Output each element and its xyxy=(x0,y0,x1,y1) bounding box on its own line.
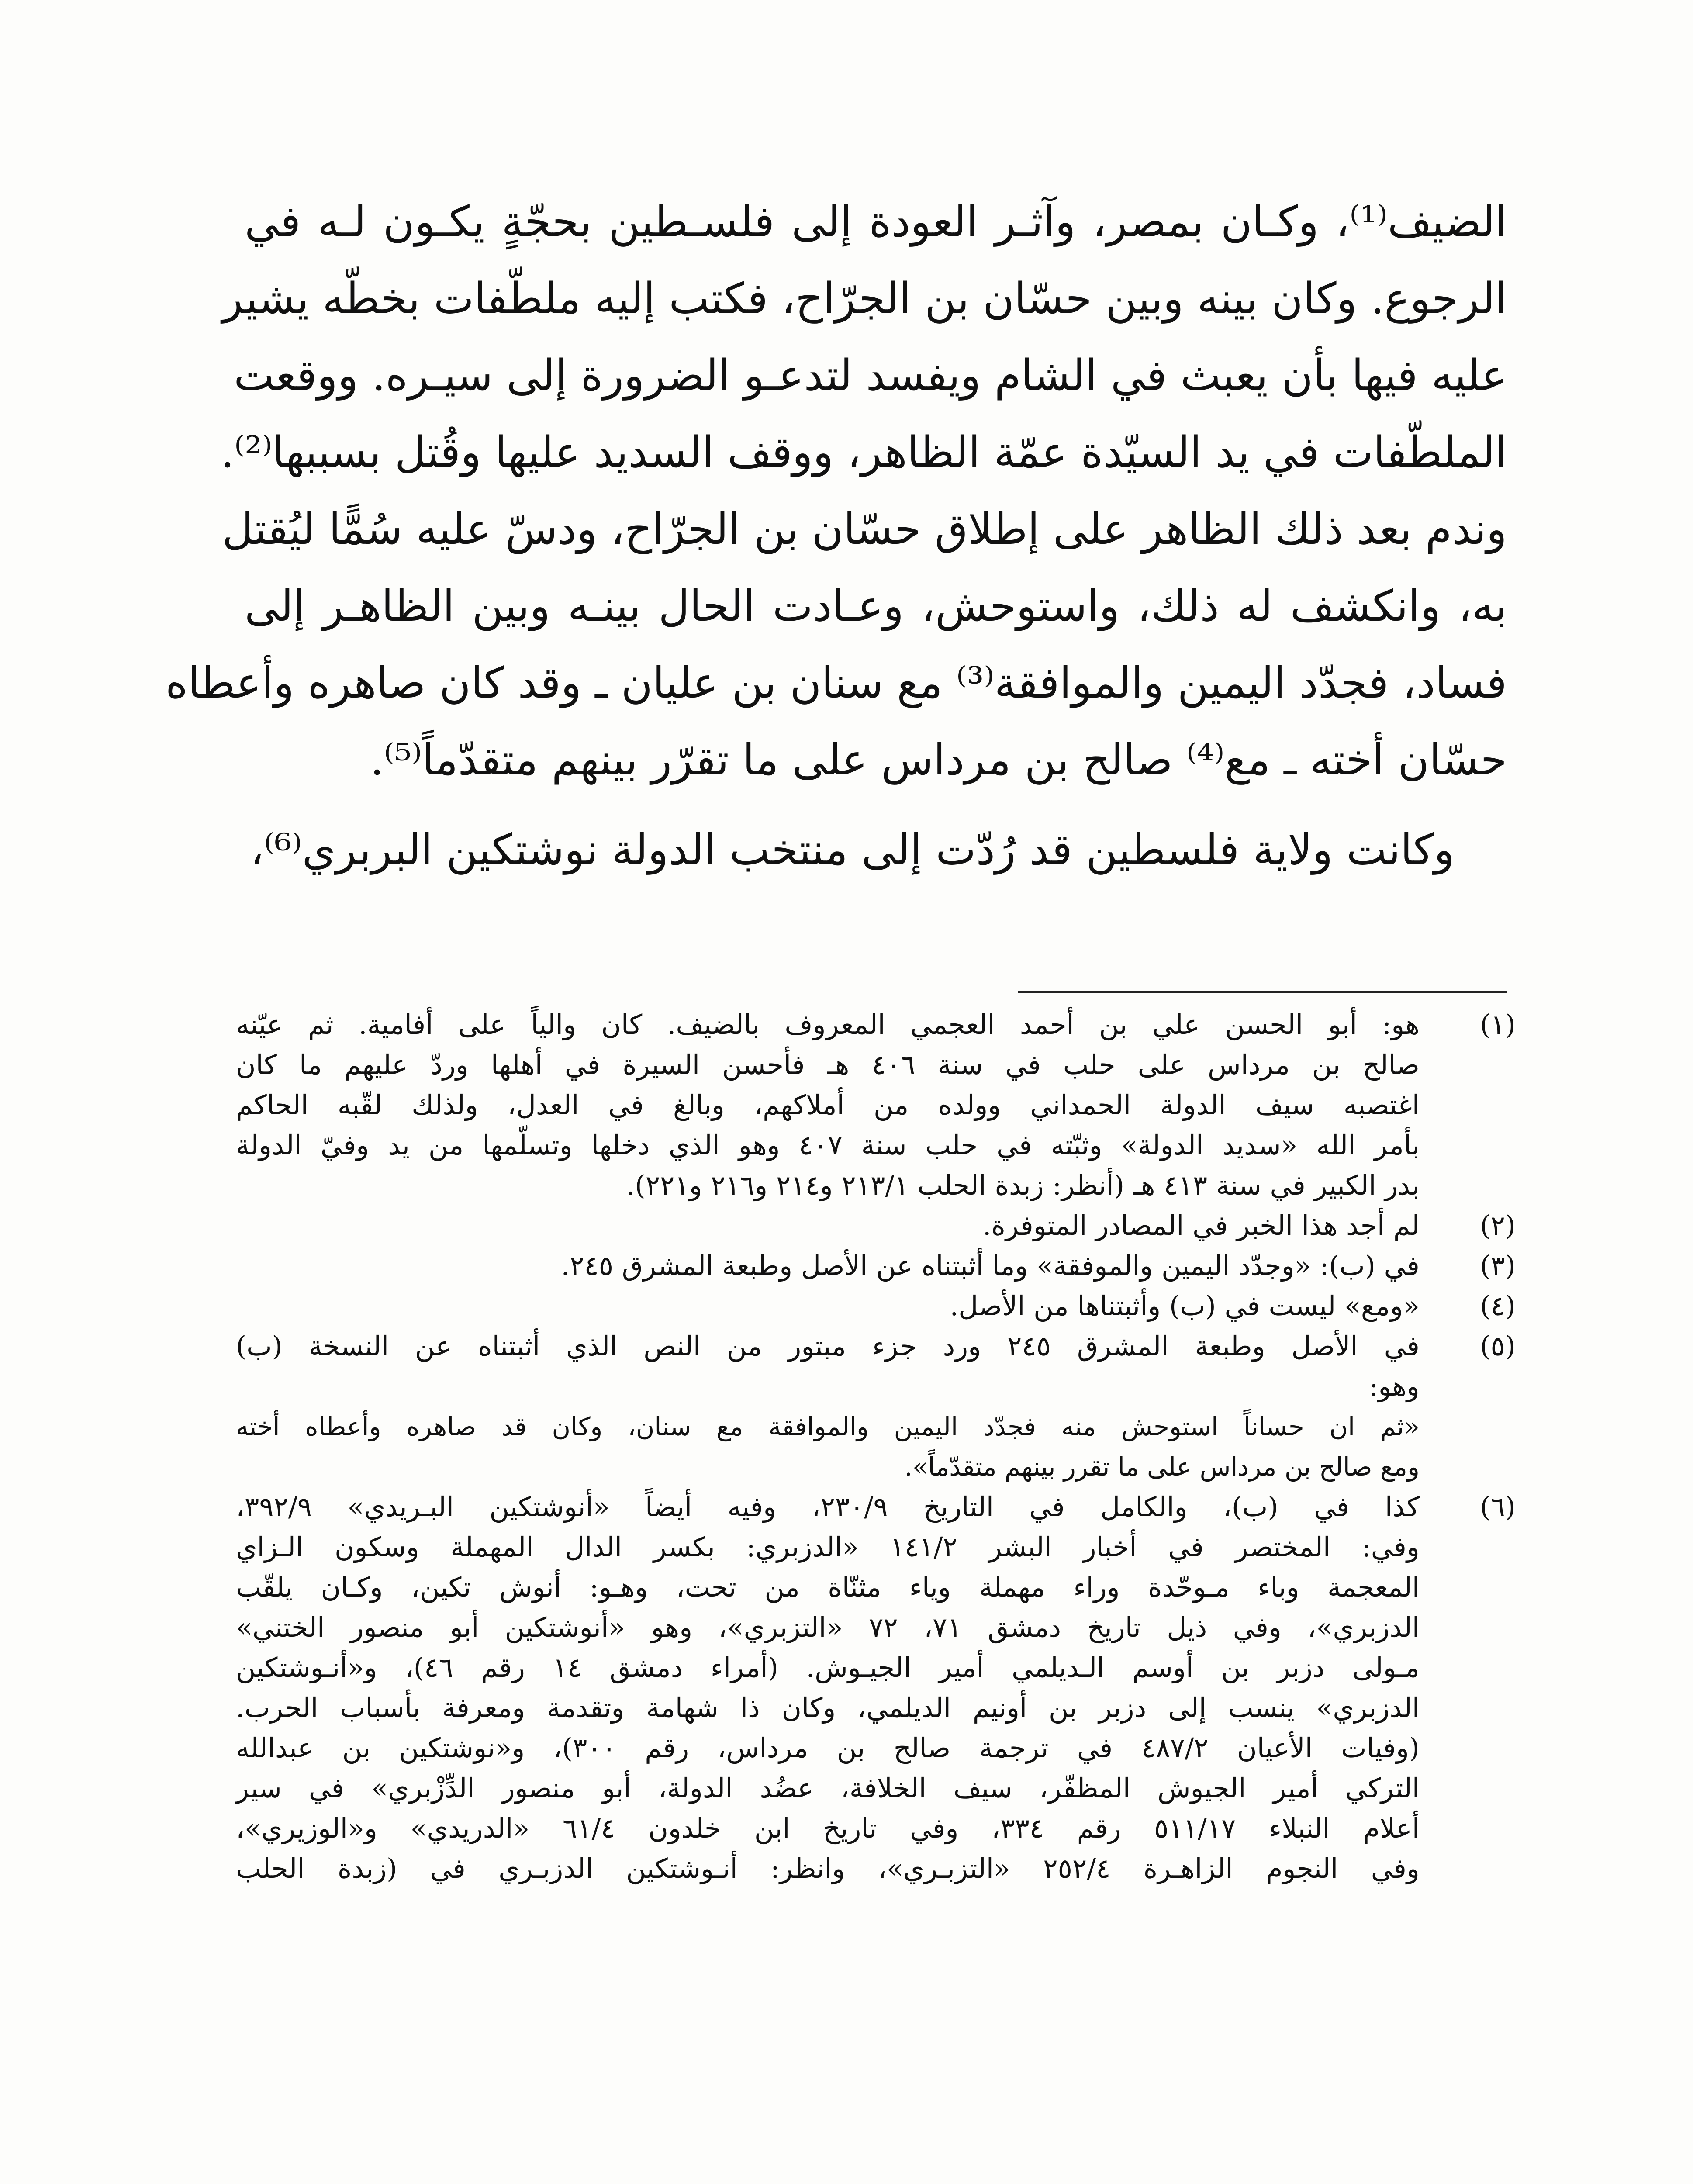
main-line: الضيف⁽¹⁾، وكـان بمصر، وآثـر العودة إلى فلسـطين بحجّةٍ يكـون لـه في xyxy=(245,197,1507,247)
footnote-line: اغتصبه سيف الدولة الحمداني وولده من أملاكهم، وبالغ في العدل، ولذلك لقّبه الحاكم xyxy=(236,1089,1420,1121)
footnote xyxy=(236,1246,1516,1286)
footnote-line: وهو: xyxy=(1369,1370,1420,1402)
footnote-line: هو: أبو الحسن علي بن أحمد العجمي المعروف بالضيف. كان والياً على أفامية. ثم عيّنه xyxy=(236,1009,1420,1040)
footnote-number: (١) xyxy=(1480,1009,1516,1040)
main-line: به، وانكشف له ذلك، واستوحش، وعـادت الحال بينـه وبين الظاهـر إلى xyxy=(245,581,1507,631)
main-line: الرجوع. وكان بينه وبين حسّان بن الجرّاح، فكتب إليه ملطّفات بخطّه يشير xyxy=(222,274,1507,324)
footnote-number: (٤) xyxy=(1480,1290,1516,1322)
footnote-line: الدزبري»، وفي ذيل تاريخ دمشق ٧١، ٧٢ «التزبري»، وهو «أنوشتكين أبو منصور الختني» xyxy=(236,1611,1420,1643)
main-line: فساد، فجدّد اليمين والموافقة⁽³⁾ مع سنان بن عليان ـ وقد كان صاهره وأعطاه xyxy=(165,658,1507,708)
main-line: وندم بعد ذلك الظاهر على إطلاق حسّان بن الجرّاح، ودسّ عليه سُمًّا ليُقتل xyxy=(222,505,1507,554)
footnote xyxy=(236,1286,1516,1326)
footnote-line: المعجمة وباء مـوحّدة وراء مهملة وياء مثنّاة من تحت، وهـو: أنوش تكين، وكـان يلقّب xyxy=(236,1571,1420,1603)
footnote-number: (٦) xyxy=(1480,1491,1516,1523)
footnote-line: التركي أمير الجيوش المظفّر، سيف الخلافة، عضُد الدولة، أبو منصور الدِّزْبري» في سير xyxy=(236,1772,1420,1804)
footnote-number: (٣) xyxy=(1480,1250,1516,1282)
footnote xyxy=(236,1487,1516,1889)
main-line: الملطّفات في يد السيّدة عمّة الظاهر، ووقف السديد عليها وقُتل بسببها⁽²⁾. xyxy=(221,428,1507,477)
footnote xyxy=(236,1326,1516,1487)
footnote-line: صالح بن مرداس على حلب في سنة ٤٠٦ هـ فأحسن السيرة في أهلها وردّ عليهم ما كان xyxy=(236,1049,1420,1081)
footnote-line: لم أجد هذا الخبر في المصادر المتوفرة. xyxy=(982,1209,1420,1241)
footnote-quote-line: «ثم ان حساناً استوحش منه فجدّد اليمين والموافقة مع سنان، وكان قد صاهره وأعطاه أخته xyxy=(236,1412,1420,1441)
footnote xyxy=(236,1206,1516,1246)
footnote-line: بأمر الله «سديد الدولة» وثبّته في حلب سنة ٤٠٧ وهو الذي دخلها وتسلّمها من يد وفيّ الدولة xyxy=(236,1129,1420,1161)
footnote-separator xyxy=(1018,991,1507,993)
footnotes xyxy=(236,1005,1516,1889)
footnote-line: كذا في (ب)، والكامل في التاريخ ٢٣٠/٩، وفيه أيضاً «أنوشتكين البـريدي» ٣٩٢/٩، xyxy=(236,1491,1420,1523)
footnote xyxy=(236,1005,1516,1206)
footnote-line: وفي النجوم الزاهـرة ٢٥٢/٤ «التزبـري»، وانظر: أنـوشتكين الدزبـري في (زبدة الحلب xyxy=(236,1852,1420,1884)
footnote-quote-line: ومع صالح بن مرداس على ما تقرر بينهم متقدّماً». xyxy=(904,1452,1420,1482)
main-line: عليه فيها بأن يعبث في الشام ويفسد لتدعـو الضرورة إلى سيـره. ووقعت xyxy=(234,351,1507,401)
footnote-line: (وفيات الأعيان ٤٨٧/٢ في ترجمة صالح بن مرداس، رقم ٣٠٠)، و«نوشتكين بن عبدالله xyxy=(236,1732,1420,1764)
footnote-line: وفي: المختصر في أخبار البشر ١٤١/٢ «الدزبري: بكسر الدال المهملة وسكون الـزاي xyxy=(236,1531,1420,1563)
footnote-line: في (ب): «وجدّد اليمين والموفقة» وما أثبتناه عن الأصل وطبعة المشرق ٢٤٥. xyxy=(561,1250,1420,1282)
main-text xyxy=(165,183,1507,888)
main-line: حسّان أخته ـ مع⁽⁴⁾ صالح بن مرداس على ما تقرّر بينهم متقدّماً⁽⁵⁾. xyxy=(370,735,1507,785)
footnote-line: مـولى دزبر بن أوسم الـديلمي أمير الجيـوش. (أمراء دمشق ١٤ رقم ٤٦)، و«أنـوشتكين xyxy=(236,1652,1420,1683)
main-line: وكانت ولاية فلسطين قد رُدّت إلى منتخب الدولة نوشتكين البربري⁽⁶⁾، xyxy=(250,825,1455,875)
footnote-line: «ومع» ليست في (ب) وأثبتناها من الأصل. xyxy=(950,1290,1420,1322)
footnote-line: بدر الكبير في سنة ٤١٣ هـ (أنظر: زبدة الحلب ٢١٣/١ و٢١٤ و٢١٦ و٢٢١). xyxy=(626,1169,1420,1201)
footnote-line: أعلام النبلاء ٥١١/١٧ رقم ٣٣٤، وفي تاريخ ابن خلدون ٦١/٤ «الدريدي» و«الوزيري»، xyxy=(236,1812,1420,1844)
footnote-number: (٢) xyxy=(1480,1209,1516,1241)
footnote-line: في الأصل وطبعة المشرق ٢٤٥ ورد جزء مبتور من النص الذي أثبتناه عن النسخة (ب) xyxy=(236,1330,1420,1362)
main-paragraph-2 xyxy=(245,812,1507,888)
footnote-line: الدزبري» ينسب إلى دزبر بن أونيم الديلمي، وكان ذا شهامة وتقدمة ومعرفة بأسباب الحرب. xyxy=(236,1692,1420,1724)
footnote-number: (٥) xyxy=(1480,1330,1516,1362)
